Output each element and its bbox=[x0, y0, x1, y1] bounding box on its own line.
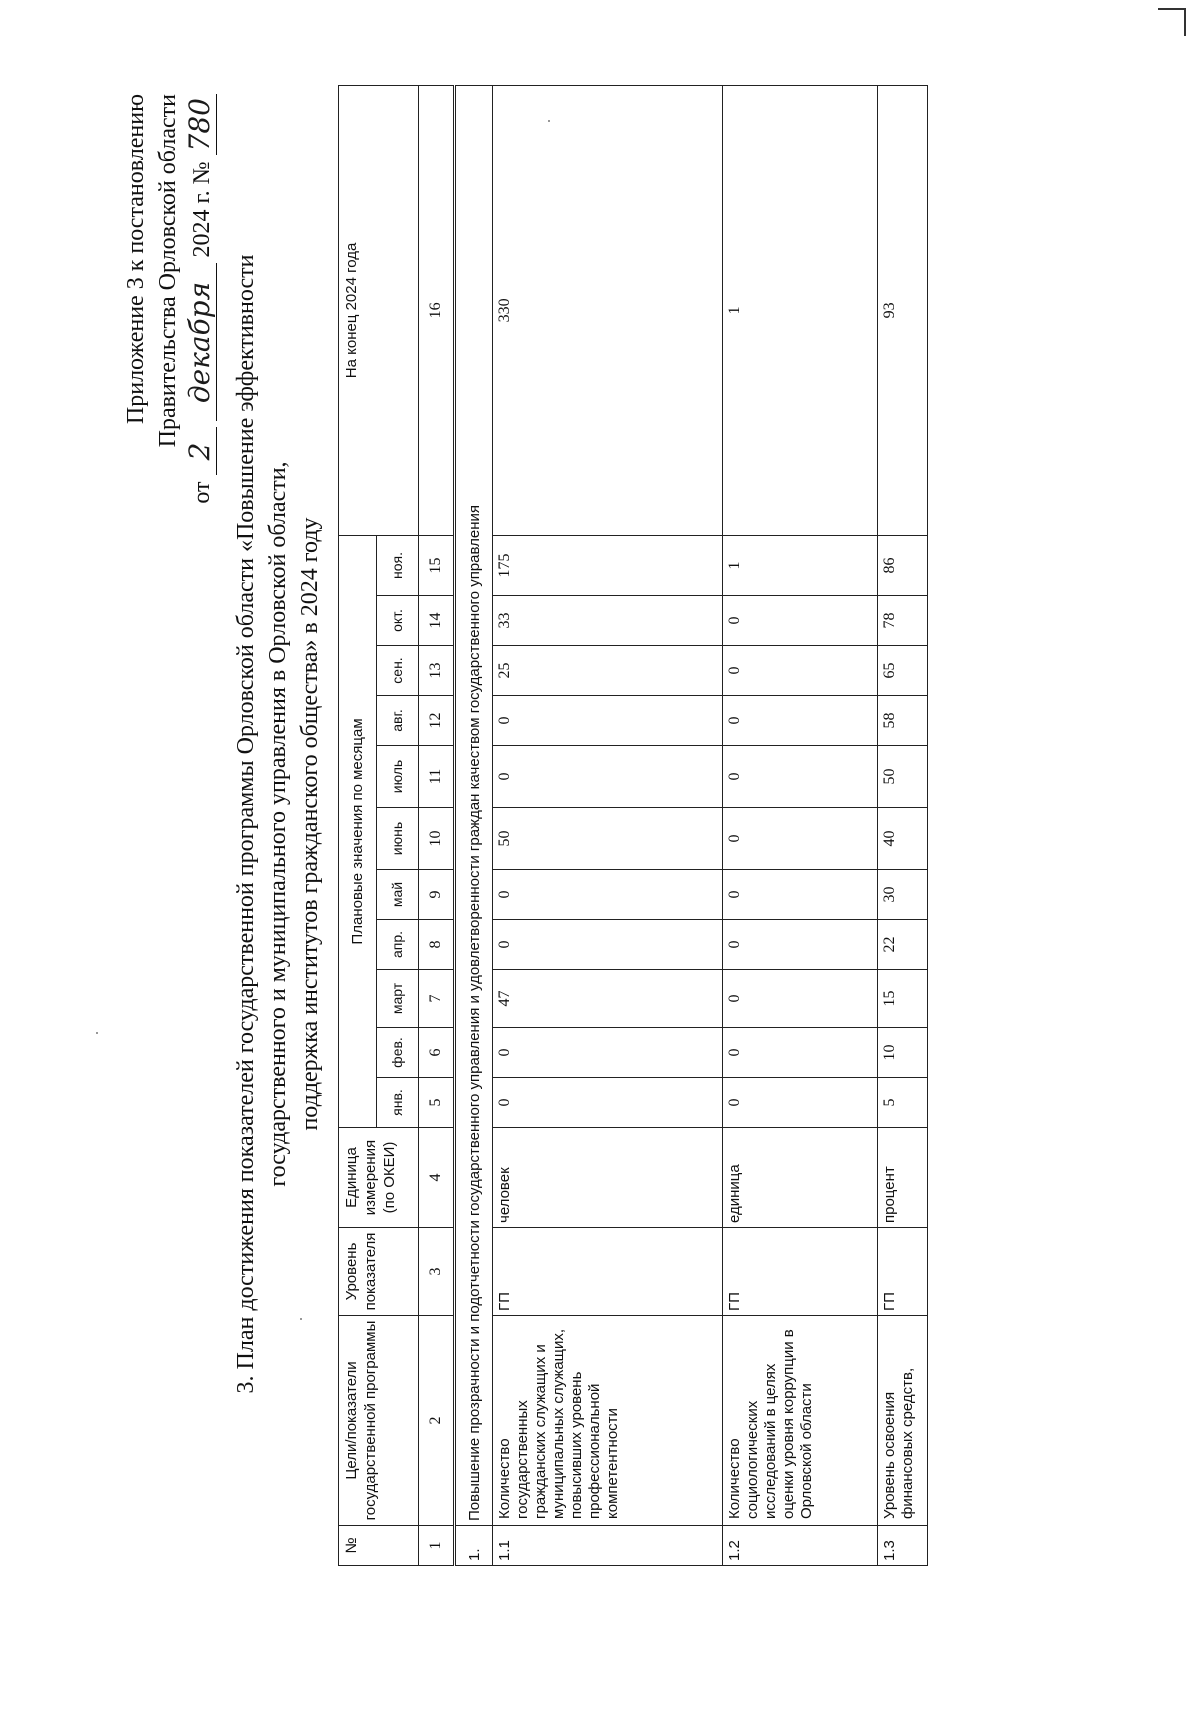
month-value: 0 bbox=[493, 920, 723, 970]
page-corner-mark bbox=[1158, 8, 1186, 36]
month-value: 0 bbox=[723, 1028, 878, 1078]
column-number: 16 bbox=[419, 85, 455, 535]
year-end-value: 1 bbox=[723, 85, 878, 535]
month-value: 50 bbox=[878, 746, 928, 808]
indicator-level: ГП bbox=[723, 1228, 878, 1316]
month-value: 30 bbox=[878, 870, 928, 920]
header-month: июль bbox=[377, 746, 419, 808]
month-value: 50 bbox=[493, 808, 723, 870]
month-value: 0 bbox=[723, 646, 878, 696]
plan-title-line-2: государственного и муниципального управления в Орловской области, bbox=[265, 461, 291, 1187]
month-value: 25 bbox=[493, 646, 723, 696]
header-month: окт. bbox=[377, 596, 419, 646]
header-goal: Цели/показатели государственной программы bbox=[339, 1316, 419, 1526]
month-value: 0 bbox=[723, 596, 878, 646]
scan-speck bbox=[96, 1032, 98, 1034]
indicator-name: Уровень освоения финансовых средств, bbox=[878, 1316, 928, 1526]
column-number: 10 bbox=[419, 808, 455, 870]
column-number: 5 bbox=[419, 1078, 455, 1128]
header-month: июнь bbox=[377, 808, 419, 870]
month-value: 86 bbox=[878, 535, 928, 595]
month-value: 47 bbox=[493, 970, 723, 1028]
month-value: 0 bbox=[723, 746, 878, 808]
indicator-name: Количество государственных гражданских служащих и муниципальных служащих, повысивших уровень профессиональной компетентности bbox=[493, 1316, 723, 1526]
column-number: 7 bbox=[419, 970, 455, 1028]
header-level: Уровень показателя bbox=[339, 1228, 419, 1316]
year-end-value: 93 bbox=[878, 85, 928, 535]
appendix-line-2: Правительства Орловской области bbox=[155, 94, 181, 448]
row-index: 1.2 bbox=[723, 1526, 878, 1566]
goal-row bbox=[455, 85, 493, 1565]
indicators-table-wrapper bbox=[338, 86, 928, 1566]
header-month: ноя. bbox=[377, 535, 419, 595]
table-row bbox=[878, 85, 928, 1565]
indicator-unit: единица bbox=[723, 1128, 878, 1228]
month-value: 0 bbox=[723, 1078, 878, 1128]
year-end-value: 330 bbox=[493, 85, 723, 535]
header-monthly-plan: Плановые значения по месяцам bbox=[339, 535, 377, 1127]
goal-text: Повышение прозрачности и подотчетности государственного управления и удовлетворенности граждан качеством государственного управления bbox=[455, 85, 493, 1525]
date-month: декабря bbox=[184, 264, 217, 422]
header-month: авг. bbox=[377, 696, 419, 746]
month-value: 0 bbox=[493, 1078, 723, 1128]
plan-title-line-3: поддержка институтов гражданского общества» в 2024 году bbox=[297, 517, 323, 1131]
month-value: 0 bbox=[493, 746, 723, 808]
date-day: 2 bbox=[184, 428, 217, 476]
table-row bbox=[493, 85, 723, 1565]
month-value: 0 bbox=[493, 1028, 723, 1078]
header-month: фев. bbox=[377, 1028, 419, 1078]
column-numbers-row bbox=[419, 85, 455, 1565]
appendix-header bbox=[120, 94, 218, 504]
month-value: 0 bbox=[493, 696, 723, 746]
plan-title bbox=[230, 74, 326, 1574]
column-number: 2 bbox=[419, 1316, 455, 1526]
column-number: 3 bbox=[419, 1228, 455, 1316]
month-value: 65 bbox=[878, 646, 928, 696]
header-number: № bbox=[339, 1526, 419, 1566]
column-number: 4 bbox=[419, 1128, 455, 1228]
header-unit: Единица измерения (по ОКЕИ) bbox=[339, 1128, 419, 1228]
row-index: 1.1 bbox=[493, 1526, 723, 1566]
table-row bbox=[723, 85, 878, 1565]
header-month: сен. bbox=[377, 646, 419, 696]
column-number: 1 bbox=[419, 1526, 455, 1566]
month-value: 5 bbox=[878, 1078, 928, 1128]
column-number: 9 bbox=[419, 870, 455, 920]
month-value: 33 bbox=[493, 596, 723, 646]
indicator-level: ГП bbox=[493, 1228, 723, 1316]
month-value: 40 bbox=[878, 808, 928, 870]
column-number: 13 bbox=[419, 646, 455, 696]
indicators-table bbox=[338, 85, 928, 1566]
plan-title-line-1: 3. План достижения показателей государственной программы Орловской области «Повышение эффективности bbox=[233, 254, 259, 1394]
column-number: 15 bbox=[419, 535, 455, 595]
header-month: март bbox=[377, 970, 419, 1028]
month-value: 0 bbox=[723, 870, 878, 920]
header-month: янв. bbox=[377, 1078, 419, 1128]
month-value: 58 bbox=[878, 696, 928, 746]
month-value: 0 bbox=[723, 808, 878, 870]
month-value: 15 bbox=[878, 970, 928, 1028]
indicator-level: ГП bbox=[878, 1228, 928, 1316]
month-value: 1 bbox=[723, 535, 878, 595]
month-value: 0 bbox=[723, 970, 878, 1028]
column-number: 12 bbox=[419, 696, 455, 746]
date-year: 2024 г. № bbox=[189, 161, 215, 258]
indicator-unit: человек bbox=[493, 1128, 723, 1228]
month-value: 0 bbox=[723, 920, 878, 970]
header-month: апр. bbox=[377, 920, 419, 970]
rotated-document-sheet bbox=[120, 54, 1080, 1634]
goal-index: 1. bbox=[455, 1526, 493, 1566]
indicator-unit: процент bbox=[878, 1128, 928, 1228]
month-value: 0 bbox=[723, 696, 878, 746]
row-index: 1.3 bbox=[878, 1526, 928, 1566]
month-value: 22 bbox=[878, 920, 928, 970]
month-value: 10 bbox=[878, 1028, 928, 1078]
month-value: 175 bbox=[493, 535, 723, 595]
appendix-date-line bbox=[184, 94, 218, 504]
appendix-line-1: Приложение 3 к постановлению bbox=[123, 94, 149, 425]
month-value: 0 bbox=[493, 870, 723, 920]
column-number: 6 bbox=[419, 1028, 455, 1078]
column-number: 11 bbox=[419, 746, 455, 808]
indicator-name: Количество социологических исследований в целях оценки уровня коррупции в Орловской области bbox=[723, 1316, 878, 1526]
column-number: 14 bbox=[419, 596, 455, 646]
document-number: 780 bbox=[184, 94, 217, 155]
column-number: 8 bbox=[419, 920, 455, 970]
month-value: 78 bbox=[878, 596, 928, 646]
header-month: май bbox=[377, 870, 419, 920]
date-prefix: от bbox=[189, 481, 215, 504]
header-year-end: На конец 2024 года bbox=[339, 85, 419, 535]
